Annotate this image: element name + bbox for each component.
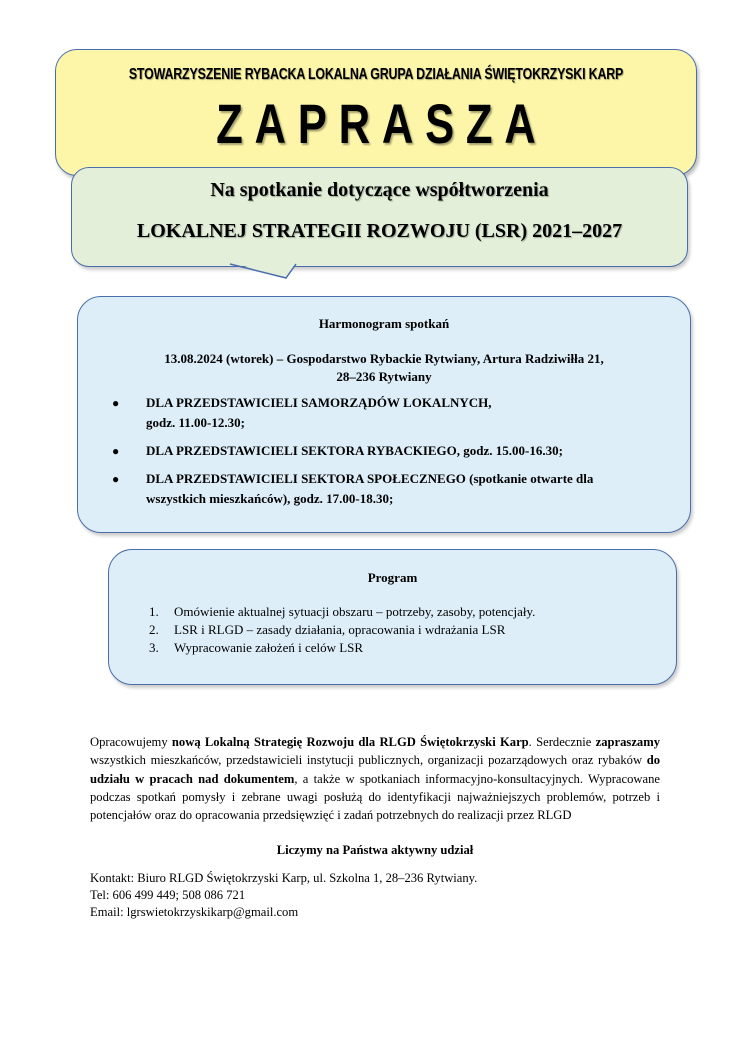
invite-heading: ZAPRASZA <box>216 92 548 155</box>
intro-line-1: Na spotkanie dotyczące współtworzenia <box>210 179 549 201</box>
bullet-icon: ● <box>112 444 120 458</box>
contact-email: Email: lgrswietokrzyskikarp@gmail.com <box>90 905 299 919</box>
schedule-item: ● DLA PRZEDSTAWICIELI SEKTORA SPOŁECZNEGO (spotkanie otwarte dla wszystkich mieszkańców), godz. 17.00-18.30; <box>112 471 594 506</box>
schedule-item: ● DLA PRZEDSTAWICIELI SEKTORA RYBACKIEGO, godz. 15.00-16.30; <box>120 441 675 461</box>
description-paragraph: Opracowujemy nową Lokalną Strategię Rozwoju dla RLGD Świętokrzyski Karp. Serdecznie zapraszamy wszystkich mieszkańców, przedstawicieli instytucji publicznych, organizacji pozarządowych oraz rybaków do udziału w pracach nad dokumentem, a także w spotkaniach informacyjno-konsultacyjnych. Wypracowane podczas spotkań pomysły i zebrane uwagi posłużą do identyfikacji najważniejszych problemów, potrzeb i potencjałów oraz do opracowania przedsięwzięć i zadań potrzebnych do realizacji przez RLGD <box>90 735 660 823</box>
program-item: 3. Wypracowanie założeń i celów LSR <box>149 640 364 655</box>
schedule-box <box>77 296 691 533</box>
organization-name: STOWARZYSZENIE RYBACKA LOKALNA GRUPA DZIAŁANIA ŚWIĘTOKRZYSKI KARP <box>128 66 624 83</box>
program-item: 1. Omówienie aktualnej sytuacji obszaru – potrzeby, zasoby, potencjały. <box>149 604 536 619</box>
bullet-icon: ● <box>112 472 120 486</box>
schedule-date-line-1: 13.08.2024 (wtorek) – Gospodarstwo Rybackie Rytwiany, Artura Radziwiłła 21, <box>164 351 604 366</box>
schedule-date-line-2: 28–236 Rytwiany <box>336 369 432 384</box>
program-box <box>108 549 677 685</box>
contact-phone: Tel: 606 499 449; 508 086 721 <box>90 888 246 902</box>
slogan: Liczymy na Państwa aktywny udział <box>276 843 474 857</box>
header-banner <box>55 49 697 176</box>
contact-address: Kontakt: Biuro RLGD Świętokrzyski Karp, ul. Szkolna 1, 28–236 Rytwiany. <box>90 871 478 885</box>
program-title: Program <box>367 570 418 585</box>
schedule-title: Harmonogram spotkań <box>318 316 450 331</box>
intro-line-2: LOKALNEJ STRATEGII ROZWOJU (LSR) 2021–2027 <box>136 220 623 242</box>
callout-pointer <box>228 262 298 282</box>
schedule-item: ● DLA PRZEDSTAWICIELI SAMORZĄDÓW LOKALNYCH, godz. 11.00-12.30; <box>112 395 492 430</box>
schedule-date-location <box>98 350 670 386</box>
bullet-icon: ● <box>112 396 120 410</box>
program-item: 2. LSR i RLGD – zasady działania, opracowania i wdrażania LSR <box>149 622 506 637</box>
intro-callout <box>71 167 688 267</box>
